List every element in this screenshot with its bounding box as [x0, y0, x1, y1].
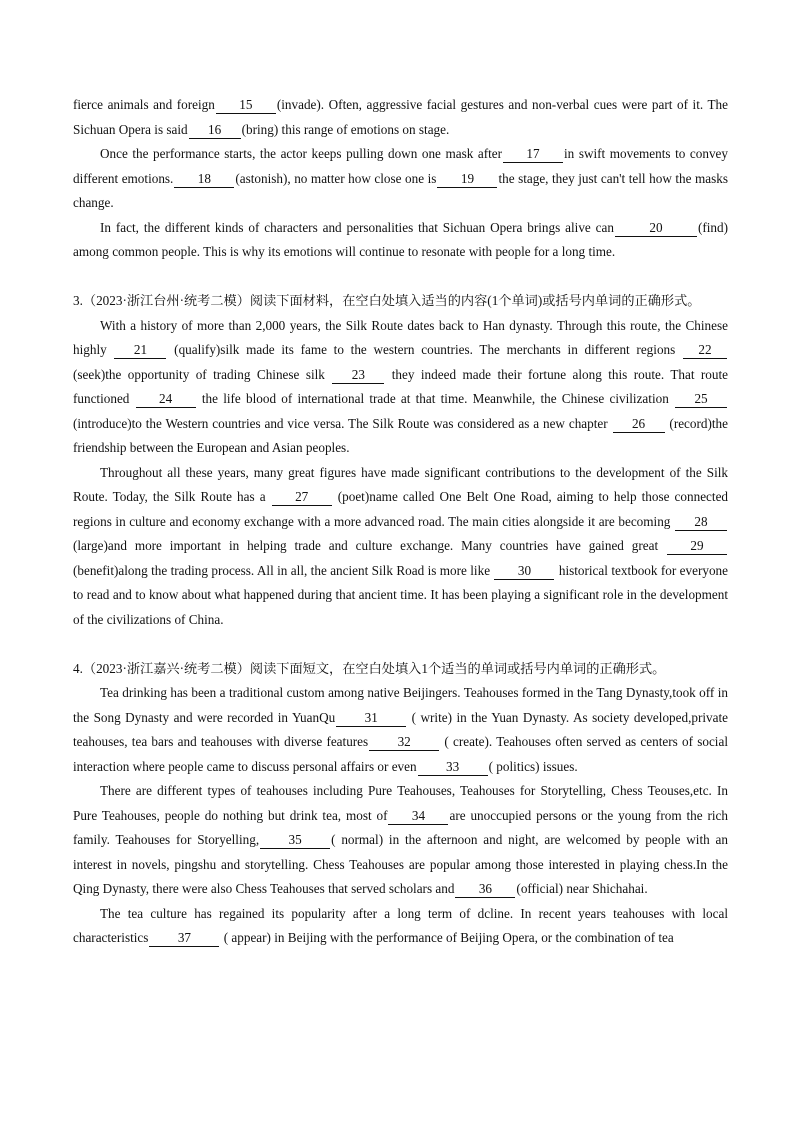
question-4-paragraph-1: [73, 681, 728, 779]
question-3-paragraph-1: [73, 314, 728, 461]
text-run: In fact, the different kinds of characters and personalities that Sichuan Opera brings alive can: [100, 219, 614, 235]
text-run: ( appear) in Beijing with the performance of Beijing Opera, or the combination of tea: [223, 930, 674, 945]
passage2-paragraph-3: [73, 216, 728, 265]
blank-20[interactable]: 20: [615, 219, 697, 237]
blank-21[interactable]: 21: [114, 341, 166, 359]
question-4-heading: 4.（2023·浙江嘉兴·统考二模）阅读下面短文，在空白处填入1个适当的单词或括号内单词的正确形式。: [73, 660, 666, 676]
blank-17[interactable]: 17: [503, 145, 563, 163]
text-run: (poet)name called One Belt One Road, aiming to help those connected regions in culture and economy exchange with a more advanced road. The main cities alongside it are becoming: [73, 489, 729, 529]
text-run: (benefit)along the trading process. All in all, the ancient Silk Road is more like: [73, 562, 491, 578]
blank-28[interactable]: 28: [675, 513, 727, 531]
text-run: (introduce)to the Western countries and vice versa. The Silk Route was considered as a new chapter: [73, 415, 608, 431]
blank-29[interactable]: 29: [667, 537, 727, 555]
text-run: ( politics) issues.: [488, 758, 578, 774]
document-content: [73, 93, 728, 951]
blank-33[interactable]: 33: [418, 758, 488, 776]
passage2-paragraph-1: [73, 93, 728, 142]
text-run: There are different types of teahouses including Pure Teahouses, Teahouses for Storytelling, Chess Teouses,etc. In Pure Teahouses, people do nothing but drink tea, most of: [73, 783, 728, 823]
text-run: (invade). Often, aggressive facial gestures and non-verbal cues were part of it. The Sichuan Opera is said: [73, 97, 728, 137]
section-gap: [73, 265, 728, 290]
text-run: they indeed made their fortune along this route. That route functioned: [73, 366, 729, 406]
question-3-paragraph-2: [73, 461, 728, 633]
section-gap: [73, 632, 728, 657]
blank-22[interactable]: 22: [683, 341, 727, 359]
text-run: (bring) this range of emotions on stage.: [241, 121, 450, 137]
text-run: (record)the friendship between the European and Asian peoples.: [73, 415, 728, 455]
text-run: With a history of more than 2,000 years, the Silk Route dates back to Han dynasty. Through this route, the Chinese highly: [73, 317, 728, 357]
blank-18[interactable]: 18: [174, 170, 234, 188]
text-run: Throughout all these years, many great figures have made significant contributions to the development of the Silk Route. Today, the Silk Route has a: [73, 464, 728, 504]
question-3-heading: 3.（2023·浙江台州·统考二模）阅读下面材料，在空白处填入适当的内容(1个单词)或括号内单词的正确形式。: [73, 293, 701, 308]
question-4-paragraph-3: [73, 902, 728, 951]
blank-34[interactable]: 34: [388, 807, 448, 825]
text-run: ( write) in the Yuan Dynasty. As society developed,private teahouses, tea bars and teahouses with diverse features: [73, 709, 728, 749]
text-run: ( create). Teahouses often served as centers of social interaction where people came to discuss personal affairs or even: [73, 734, 728, 774]
text-run: ( normal) in the afternoon and night, are welcomed by people with an interest in novels, pingshu and storytelling. Chess Teahouses are popular among those interested in playing chess.In the Qing Dynasty, there were also Chess Teahouses that served scholars and: [73, 832, 728, 896]
text-run: (official) near Shichahai.: [516, 881, 648, 896]
text-run: Tea drinking has been a traditional custom among native Beijingers. Teahouses formed in the Tang Dynasty,took off in the Song Dynasty and were recorded in YuanQu: [73, 685, 728, 725]
passage2-paragraph-2: [73, 142, 728, 216]
blank-36[interactable]: 36: [455, 880, 515, 898]
blank-15[interactable]: 15: [216, 96, 276, 114]
text-run: (large)and more important in helping trade and culture exchange. Many countries have gained great: [73, 538, 659, 553]
text-run: (astonish), no matter how close one is: [235, 170, 437, 186]
blank-24[interactable]: 24: [136, 390, 196, 408]
blank-31[interactable]: 31: [336, 709, 406, 727]
text-run: fierce animals and foreign: [73, 97, 215, 112]
blank-32[interactable]: 32: [369, 733, 439, 751]
blank-35[interactable]: 35: [260, 831, 330, 849]
text-run: the stage, they just can't tell how the masks change.: [73, 170, 729, 210]
blank-37[interactable]: 37: [149, 929, 219, 947]
blank-19[interactable]: 19: [437, 170, 497, 188]
blank-25[interactable]: 25: [675, 390, 727, 408]
blank-16[interactable]: 16: [189, 121, 241, 139]
blank-30[interactable]: 30: [494, 562, 554, 580]
text-run: The tea culture has regained its popularity after a long term of dcline. In recent years teahouses with local characteristics: [73, 905, 728, 945]
text-run: (qualify)silk made its fame to the western countries. The merchants in different regions: [174, 342, 676, 357]
text-run: the life blood of international trade at that time. Meanwhile, the Chinese civilization: [201, 391, 669, 406]
text-run: in swift movements to convey different emotions.: [73, 146, 728, 186]
blank-27[interactable]: 27: [272, 488, 332, 506]
question-4-paragraph-2: [73, 779, 728, 902]
text-run: Once the performance starts, the actor keeps pulling down one mask after: [100, 146, 502, 161]
text-run: historical textbook for everyone to read and to know about what happened during that ancient time. It has been playing a significant role in the development of the civilizations of China.: [73, 562, 728, 627]
blank-26[interactable]: 26: [613, 415, 665, 433]
text-run: are unoccupied persons or the young from the rich family. Teahouses for Storyelling,: [73, 807, 728, 847]
text-run: (seek)the opportunity of trading Chinese silk: [73, 366, 325, 382]
blank-23[interactable]: 23: [332, 366, 384, 384]
text-run: (find) among common people. This is why its emotions will continue to resonate with people for a long time.: [73, 219, 728, 259]
